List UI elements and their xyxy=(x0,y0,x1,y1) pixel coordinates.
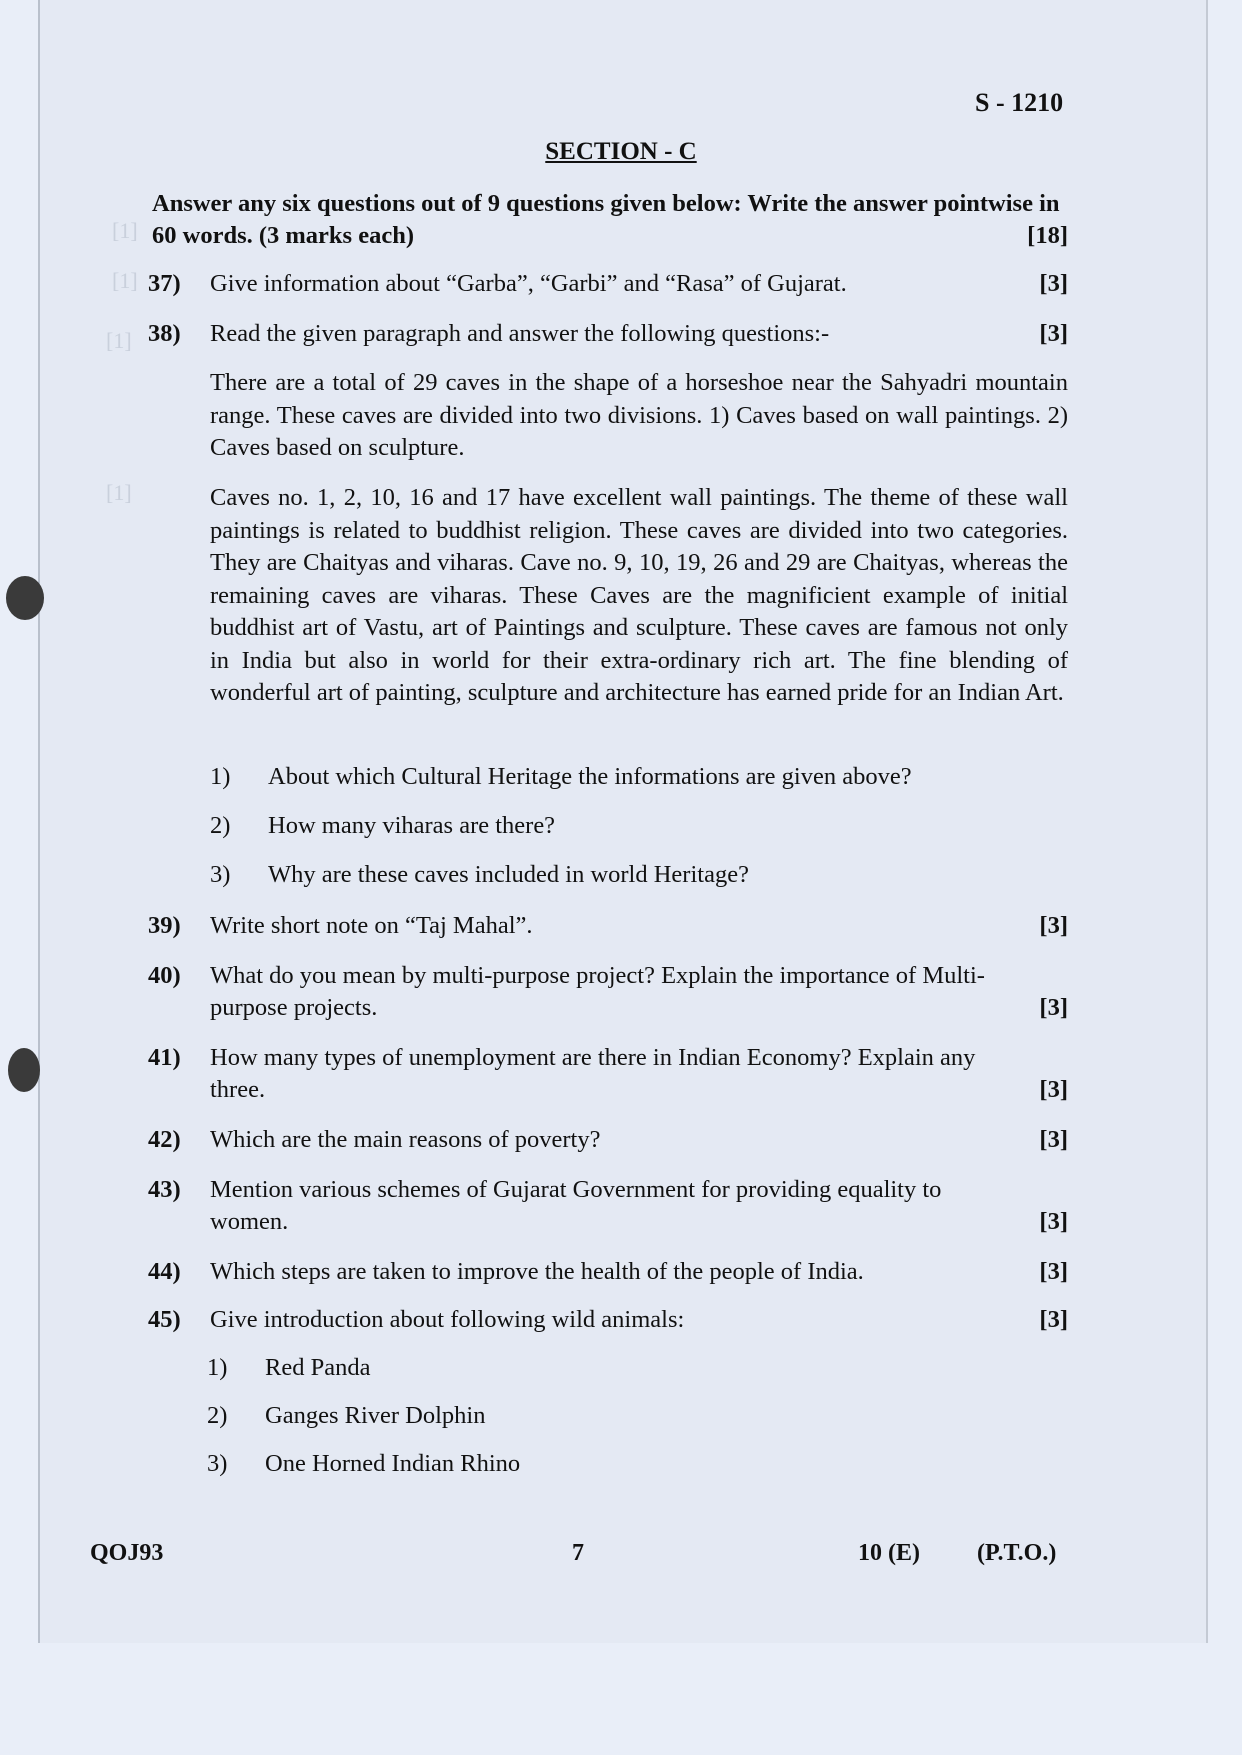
question-marks: [3] xyxy=(1039,270,1068,297)
sub-question-text: Red Panda xyxy=(265,1354,371,1381)
page-number: 7 xyxy=(572,1540,584,1566)
sub-question xyxy=(207,1449,907,1479)
paper-code: S - 1210 xyxy=(975,88,1064,117)
punch-hole xyxy=(6,576,44,620)
sub-question xyxy=(210,762,1010,792)
instructions-text: Answer any six questions out of 9 questions given below: Write the answer pointwise in 60 words. (3 marks each) xyxy=(152,190,1060,249)
sub-question-text: Why are these caves included in world Heritage? xyxy=(268,861,749,888)
question-number: 37) xyxy=(148,270,181,297)
sub-question-number: 1) xyxy=(207,1354,228,1381)
question-40 xyxy=(148,960,1068,1024)
question-number: 45) xyxy=(148,1306,181,1333)
question-text: Which are the main reasons of poverty? xyxy=(210,1126,601,1153)
sub-question-text: Ganges River Dolphin xyxy=(265,1402,486,1429)
sub-question-text: About which Cultural Heritage the informations are given above? xyxy=(268,763,912,790)
footer-pto: (P.T.O.) xyxy=(977,1540,1057,1566)
question-marks: [3] xyxy=(1039,912,1068,939)
question-42 xyxy=(148,1124,1068,1156)
question-text: Which steps are taken to improve the health of the people of India. xyxy=(210,1258,864,1285)
question-37 xyxy=(148,268,1068,300)
question-44 xyxy=(148,1256,1068,1288)
bleed-through-mark: [1] xyxy=(106,480,132,505)
instructions xyxy=(152,188,1068,252)
question-41 xyxy=(148,1042,1068,1106)
question-number: 38) xyxy=(148,320,181,347)
question-text: Read the given paragraph and answer the following questions:- xyxy=(210,320,830,347)
question-marks: [3] xyxy=(1039,320,1068,347)
sub-question-number: 2) xyxy=(210,812,231,839)
footer-code: QOJ93 xyxy=(90,1540,164,1566)
question-text: Give information about “Garba”, “Garbi” and “Rasa” of Gujarat. xyxy=(210,270,847,297)
sub-question xyxy=(207,1401,907,1431)
question-marks: [3] xyxy=(1039,1076,1068,1103)
question-text: Mention various schemes of Gujarat Government for providing equality to women. xyxy=(210,1176,942,1235)
sub-question-number: 2) xyxy=(207,1402,228,1429)
question-text: Write short note on “Taj Mahal”. xyxy=(210,912,533,939)
question-number: 44) xyxy=(148,1258,181,1285)
sub-question xyxy=(210,860,1010,890)
section-title: SECTION - C xyxy=(545,138,697,165)
question-number: 40) xyxy=(148,962,181,989)
question-38 xyxy=(148,318,1068,350)
question-number: 39) xyxy=(148,912,181,939)
question-marks: [3] xyxy=(1039,994,1068,1021)
sub-question-text: One Horned Indian Rhino xyxy=(265,1450,521,1477)
bleed-through-mark: [1] xyxy=(112,218,138,243)
instructions-marks: [18] xyxy=(1027,222,1068,249)
bleed-through-mark: [1] xyxy=(106,328,132,353)
question-marks: [3] xyxy=(1039,1258,1068,1285)
question-43 xyxy=(148,1174,1068,1238)
bleed-through-mark: [1] xyxy=(112,268,138,293)
question-number: 42) xyxy=(148,1126,181,1153)
sub-question-number: 3) xyxy=(207,1450,228,1477)
passage-paragraph-2: Caves no. 1, 2, 10, 16 and 17 have excellent wall paintings. The theme of these wall paintings is related to buddhist religion. These caves are divided into two categories. They are Chaityas and viharas. Cave no. 9, 10, 19, 26 and 29 are Chaityas, whereas the remaining caves are viharas. These Caves are the magnificient example of initial buddhist art of Vastu, art of Paintings and sculpture. These caves are famous not only in India but also in world for their extra-ordinary rich art. The fine blending of wonderful art of painting, sculpture and architecture has earned pride for an Indian Art. xyxy=(210,484,1068,706)
question-39 xyxy=(148,910,1068,942)
sub-question-number: 3) xyxy=(210,861,231,888)
passage-paragraph-1: There are a total of 29 caves in the shape of a horseshoe near the Sahyadri mountain range. These caves are divided into two divisions. 1) Caves based on wall paintings. 2) Caves based on sculpture. xyxy=(210,369,1068,461)
question-text: What do you mean by multi-purpose project? Explain the importance of Multi-purpose projects. xyxy=(210,962,985,1021)
footer-version: 10 (E) xyxy=(858,1540,920,1566)
question-text: How many types of unemployment are there in Indian Economy? Explain any three. xyxy=(210,1044,976,1103)
question-number: 41) xyxy=(148,1044,181,1071)
question-marks: [3] xyxy=(1039,1208,1068,1235)
punch-hole xyxy=(8,1048,40,1092)
question-45 xyxy=(148,1304,1068,1336)
sub-question-number: 1) xyxy=(210,763,231,790)
sub-question xyxy=(210,811,1010,841)
question-marks: [3] xyxy=(1039,1126,1068,1153)
question-marks: [3] xyxy=(1039,1306,1068,1333)
sub-question xyxy=(207,1353,907,1383)
sub-question-text: How many viharas are there? xyxy=(268,812,556,839)
question-text: Give introduction about following wild animals: xyxy=(210,1306,685,1333)
question-number: 43) xyxy=(148,1176,181,1203)
